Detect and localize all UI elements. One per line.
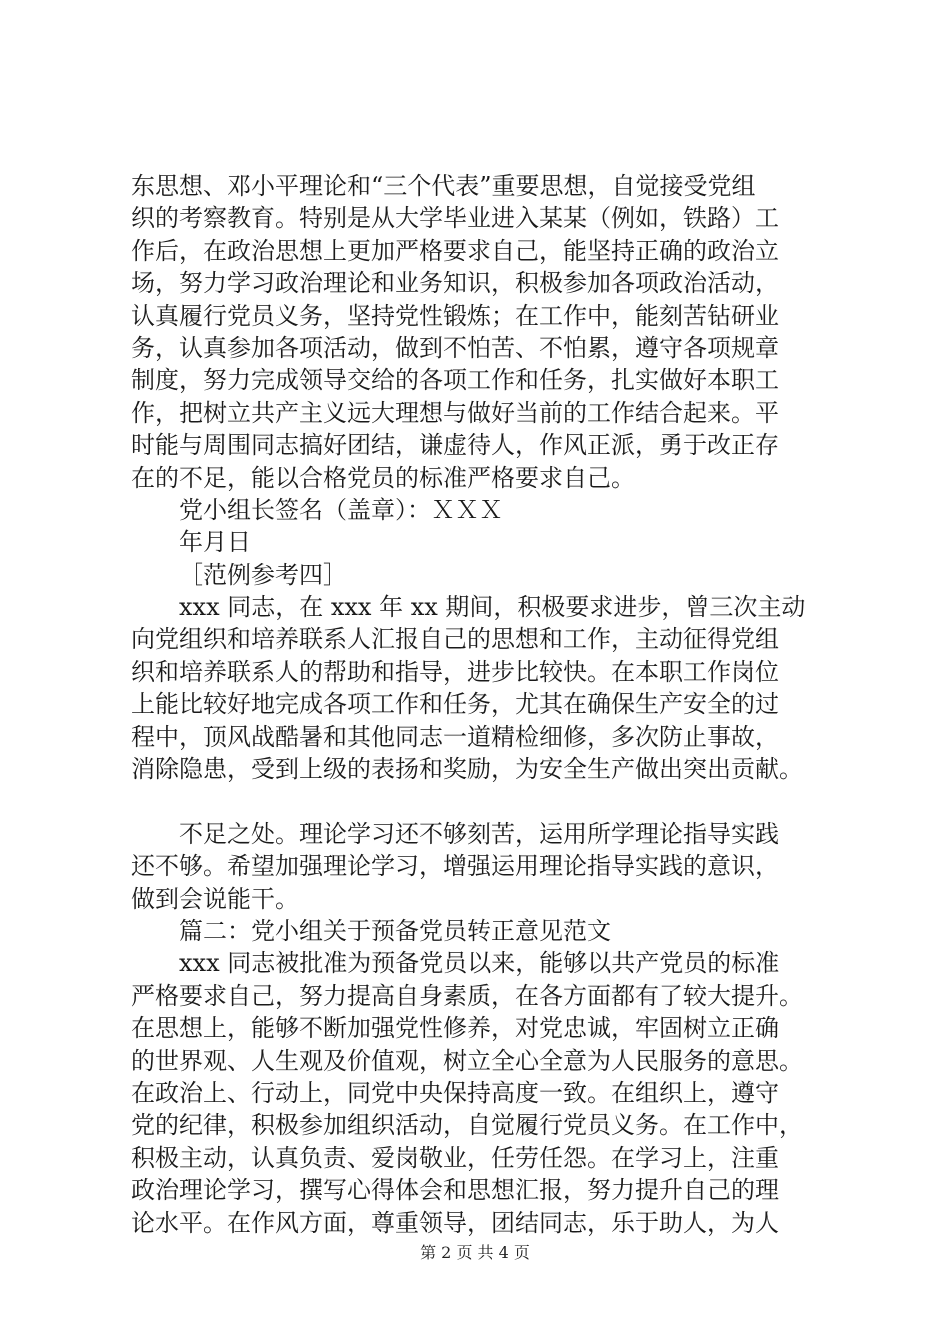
text-line: 织的考察教育。特别是从大学毕业进入某某（例如，铁路）工 bbox=[131, 204, 779, 233]
text-line: 党小组长签名（盖章）：ＸＸＸ bbox=[179, 495, 503, 524]
text-line: 论水平。在作风方面，尊重领导，团结同志，乐于助人，为人 bbox=[131, 1208, 779, 1237]
text-line: 政治理论学习，撰写心得体会和思想汇报，努力提升自己的理 bbox=[131, 1176, 779, 1205]
page-footer: 第 2 页 共 4 页 bbox=[420, 1243, 530, 1262]
text-line: 上能比较好地完成各项工作和任务，尤其在确保生产安全的过 bbox=[131, 690, 779, 719]
text-line: 的世界观、人生观及价值观，树立全心全意为人民服务的意思。 bbox=[131, 1046, 803, 1075]
text-line: xxx 同志，在 xxx 年 xx 期间，积极要求进步，曾三次主动 bbox=[179, 593, 806, 622]
text-line: 积极主动，认真负责、爱岗敬业，任劳任怨。在学习上，注重 bbox=[131, 1143, 779, 1172]
text-line: xxx 同志被批准为预备党员以来，能够以共产党员的标准 bbox=[179, 949, 780, 978]
text-line: 在政治上、行动上，同党中央保持高度一致。在组织上，遵守 bbox=[131, 1078, 779, 1107]
text-line: 作，把树立共产主义远大理想与做好当前的工作结合起来。平 bbox=[131, 398, 779, 427]
text-line: 程中，顶风战酷暑和其他同志一道精检细修，多次防止事故， bbox=[131, 722, 779, 751]
document-body bbox=[131, 170, 851, 1239]
blank-line bbox=[131, 785, 851, 817]
text-line: 严格要求自己，努力提高自身素质，在各方面都有了较大提升。 bbox=[131, 981, 803, 1010]
text-line: 在思想上，能够不断加强党性修养，对党忠诚，牢固树立正确 bbox=[131, 1014, 779, 1043]
text-line: 织和培养联系人的帮助和指导，进步比较快。在本职工作岗位 bbox=[131, 657, 779, 686]
text-line: ［范例参考四］ bbox=[179, 560, 347, 589]
text-line: 务，认真参加各项活动，做到不怕苦、不怕累，遵守各项规章 bbox=[131, 333, 779, 362]
text-line: 做到会说能干。 bbox=[131, 884, 299, 913]
text-line: 场，努力学习政治理论和业务知识，积极参加各项政治活动， bbox=[131, 269, 779, 298]
text-line: 向党组织和培养联系人汇报自己的思想和工作，主动征得党组 bbox=[131, 625, 779, 654]
text-line: 在的不足，能以合格党员的标准严格要求自己。 bbox=[131, 463, 635, 492]
text-line: 认真履行党员义务，坚持党性锻炼；在工作中，能刻苦钻研业 bbox=[131, 301, 779, 330]
text-line: 不足之处。理论学习还不够刻苦，运用所学理论指导实践 bbox=[179, 819, 779, 848]
text-line: 时能与周围同志搞好团结，谦虚待人，作风正派，勇于改正存 bbox=[131, 431, 779, 460]
text-line: 还不够。希望加强理论学习，增强运用理论指导实践的意识， bbox=[131, 852, 779, 881]
text-line: 制度，努力完成领导交给的各项工作和任务，扎实做好本职工 bbox=[131, 366, 779, 395]
text-line: 篇二：党小组关于预备党员转正意见范文 bbox=[179, 916, 611, 945]
text-line: 作后，在政治思想上更加严格要求自己，能坚持正确的政治立 bbox=[131, 236, 779, 265]
text-line: 东思想、邓小平理论和“三个代表”重要思想，自觉接受党组 bbox=[131, 172, 756, 200]
text-line: 党的纪律，积极参加组织活动，自觉履行党员义务。在工作中， bbox=[131, 1111, 803, 1140]
text-line: 年月日 bbox=[179, 528, 251, 557]
text-line: 消除隐患，受到上级的表扬和奖励，为安全生产做出突出贡献。 bbox=[131, 755, 803, 784]
